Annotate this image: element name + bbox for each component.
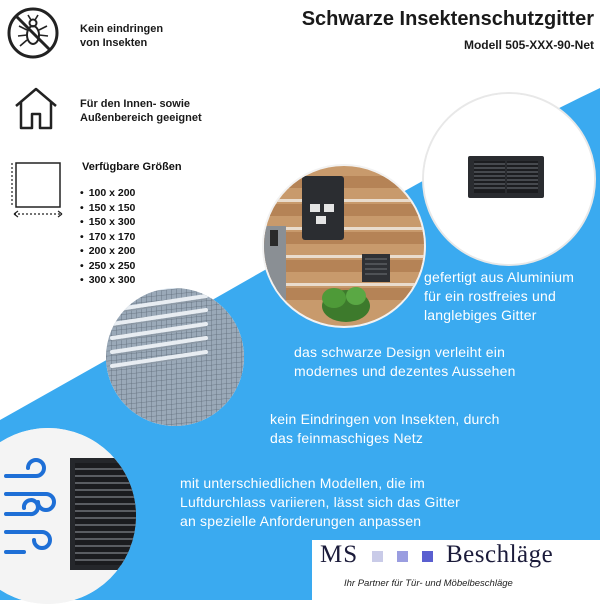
product-grille-image (422, 92, 596, 266)
benefit-aluminium-line-2: für ein rostfreies und (424, 288, 557, 304)
sizes-list (80, 186, 135, 288)
brand-tagline: Ihr Partner für Tür- und Möbelbeschläge (344, 578, 513, 589)
size-item: • 100 x 200 (80, 186, 135, 201)
benefit-net-line-2: das feinmaschiges Netz (270, 430, 424, 446)
benefit-design-line-1: das schwarze Design verleiht ein (294, 344, 506, 360)
feature-indoor-line-2: Außenbereich geeignet (80, 112, 202, 124)
no-insects-icon (6, 6, 60, 60)
feature-insects-line-1: Kein eindringen (80, 23, 164, 35)
benefit-design-line-2: modernes und dezentes Aussehen (294, 363, 516, 379)
benefit-models-line-1: mit unterschiedlichen Modellen, die im (180, 475, 425, 491)
size-item: • 250 x 250 (80, 259, 135, 274)
feature-insects-text (80, 22, 163, 50)
benefit-aluminium-line-3: langlebiges Gitter (424, 307, 537, 323)
benefit-design-text (294, 343, 516, 381)
benefit-aluminium-text (424, 268, 574, 325)
sizes-title: Verfügbare Größen (82, 161, 182, 173)
mesh-closeup-image (106, 288, 244, 426)
feature-insects-line-2: von Insekten (80, 37, 148, 49)
feature-indoor-outdoor-text (80, 97, 202, 125)
feature-indoor-line-1: Für den Innen- sowie (80, 98, 191, 110)
size-item: • 170 x 170 (80, 230, 135, 245)
house-icon (12, 84, 60, 132)
benefit-models-text (180, 474, 460, 531)
brand-ms: MS (320, 541, 359, 568)
brand-name: Beschläge (446, 541, 554, 568)
model-subtitle: Modell 505-XXX-90-Net (463, 38, 594, 52)
benefit-models-line-3: an spezielle Anforderungen anpassen (180, 513, 422, 529)
wall-scene-image (262, 164, 426, 328)
page-title: Schwarze Insektenschutzgitter (301, 8, 594, 30)
brand-square-light (372, 551, 383, 562)
benefit-net-line-1: kein Eindringen von Insekten, durch (270, 411, 500, 427)
benefit-net-text (270, 410, 500, 448)
benefit-models-line-2: Luftdurchlass variieren, lässt sich das Gitter (180, 494, 460, 510)
size-item: • 200 x 200 (80, 244, 135, 259)
size-item: • 150 x 300 (80, 215, 135, 230)
benefit-aluminium-line-1: gefertigt aus Aluminium (424, 269, 575, 285)
dimensions-icon (8, 160, 66, 220)
brand-square-dark (422, 551, 433, 562)
size-item: • 150 x 150 (80, 201, 135, 216)
size-item: • 300 x 300 (80, 273, 135, 288)
brand-square-mid (397, 551, 408, 562)
